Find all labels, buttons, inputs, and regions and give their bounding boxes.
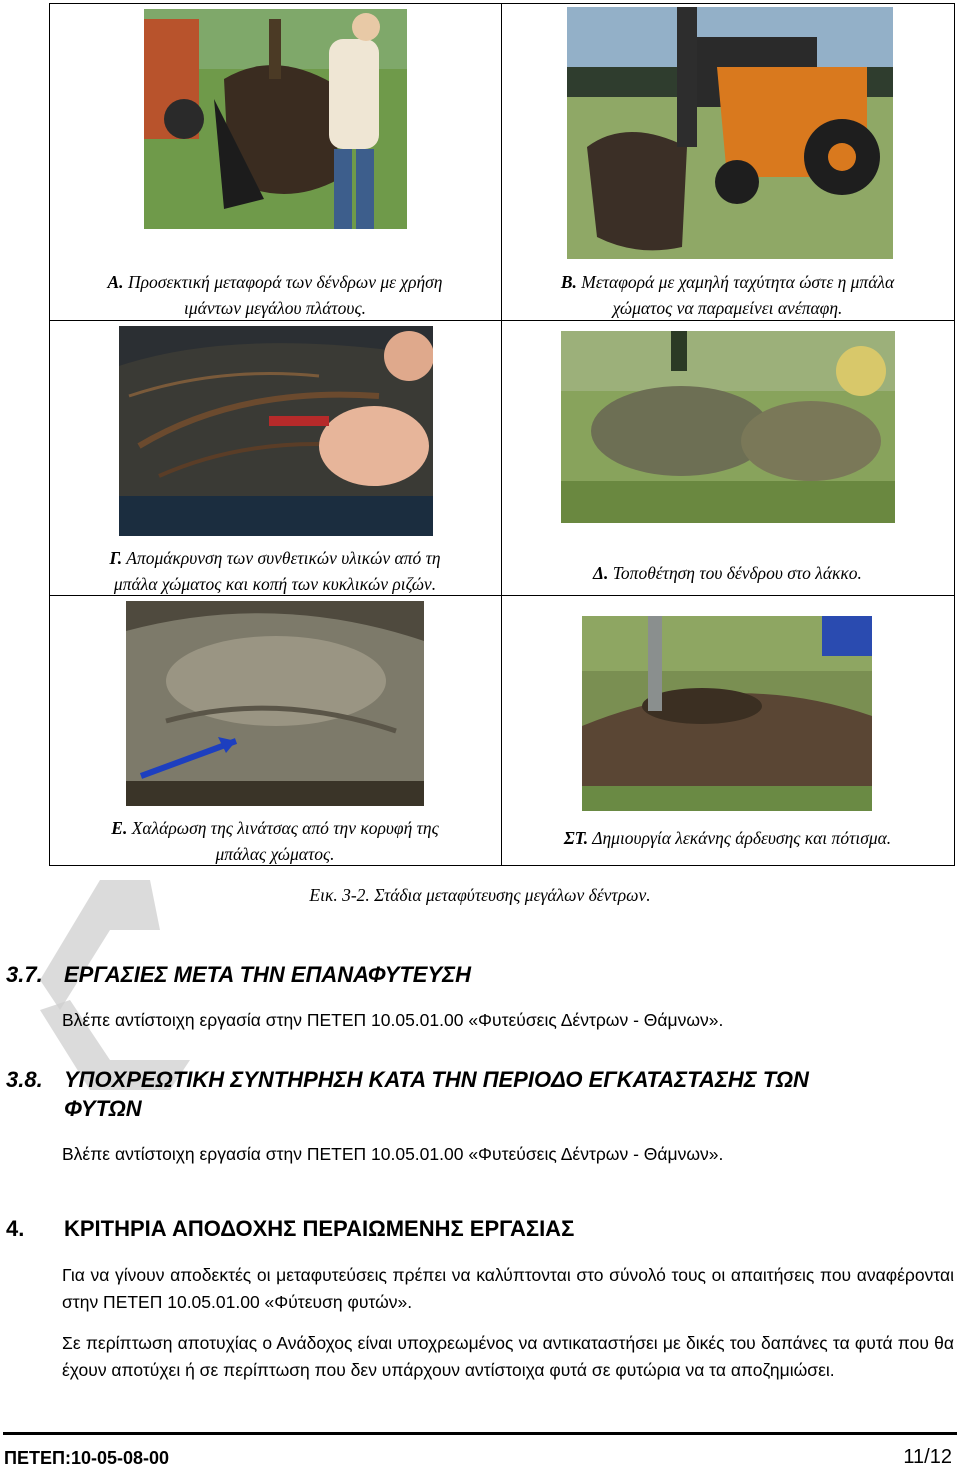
section-4	[6, 1214, 950, 1243]
caption-text: Δημιουργία λεκάνης άρδευσης και πότισμα.	[592, 828, 892, 848]
photo-root-cutting	[119, 326, 433, 536]
photo-burlap-loosening	[126, 601, 424, 806]
caption-text: Μεταφορά με χαμηλή ταχύτητα ώστε η μπάλα	[581, 272, 895, 292]
photo-tree-placement	[561, 331, 895, 523]
section-body: Βλέπε αντίστοιχη εργασία στην ΠΕΤΕΠ 10.05.01.00 «Φυτεύσεις Δέντρων - Θάμνων».	[62, 1010, 724, 1030]
section-title: ΚΡΙΤΗΡΙΑ ΑΠΟΔΟΧΗΣ ΠΕΡΑΙΩΜΕΝΗΣ ΕΡΓΑΣΙΑΣ	[64, 1216, 575, 1241]
caption-text: Προσεκτική μεταφορά των δένδρων με χρήση	[127, 272, 443, 292]
caption-text: Τοποθέτηση του δένδρου στο λάκκο.	[612, 563, 862, 583]
section-title: ΕΡΓΑΣΙΕΣ ΜΕΤΑ ΤΗΝ ΕΠΑΝΑΦΥΤΕΥΣΗ	[64, 962, 472, 987]
caption-label: Γ.	[109, 548, 123, 568]
section-title: ΥΠΟΧΡΕΩΤΙΚΗ ΣΥΝΤΗΡΗΣΗ ΚΑΤΑ ΤΗΝ ΠΕΡΙΟΔΟ ΕΓΚΑΤΑΣΤΑΣΗΣ ΤΩΝ	[64, 1067, 809, 1092]
section-heading	[6, 960, 950, 989]
section-number: 3.8.	[6, 1067, 43, 1092]
caption-label: Ε.	[111, 818, 128, 838]
caption-text: ιμάντων μεγάλου πλάτους.	[184, 298, 366, 318]
caption-label: Δ.	[593, 563, 609, 583]
caption-text: Απομάκρυνση των συνθετικών υλικών από τη	[126, 548, 441, 568]
caption-label: Β.	[560, 272, 577, 292]
caption-text: Χαλάρωση της λινάτσας από την κορυφή της	[131, 818, 439, 838]
caption-panel-e	[49, 815, 501, 867]
photo-tractor-transport	[567, 7, 893, 259]
caption-text: χώματος να παραμείνει ανέπαφη.	[612, 298, 843, 318]
caption-panel-a	[49, 269, 501, 321]
caption-text: μπάλα χώματος και κοπή των κυκλικών ριζών.	[113, 574, 437, 594]
paragraph-failure: Σε περίπτωση αποτυχίας ο Ανάδοχος είναι υποχρεωμένος να αντικαταστήσει με δικές του δαπάνες τα φυτά που θα έχουν αποτύχει ή σε περίπτωση που δεν υπάρχουν αντίστοιχα φυτά σε φυτώρια να τα αποζημιώσει.	[62, 1333, 954, 1380]
photo-irrigation-basin	[582, 616, 872, 811]
paragraph-acceptance: Για να γίνουν αποδεκτές οι μεταφυτεύσεις πρέπει να καλύπτονται στο σύνολό τους οι απαιτήσεις που αναφέρονται στην ΠΕΤΕΠ 10.05.01.00 «Φύτευση φυτών».	[62, 1265, 954, 1312]
footer-doc-code: ΠΕΤΕΠ:10-05-08-00	[4, 1448, 170, 1468]
photo-tree-transport-straps	[144, 9, 407, 229]
caption-label: Α.	[107, 272, 124, 292]
section-3-8	[6, 1065, 950, 1167]
caption-panel-f	[501, 825, 954, 851]
figure-grid	[49, 3, 955, 865]
page-number: 11/12	[903, 1446, 952, 1468]
caption-panel-d	[501, 560, 954, 586]
section-heading	[6, 1214, 950, 1243]
caption-panel-b	[501, 269, 954, 321]
section-body: Βλέπε αντίστοιχη εργασία στην ΠΕΤΕΠ 10.05.01.00 «Φυτεύσεις Δέντρων - Θάμνων».	[62, 1144, 724, 1164]
section-3-7	[6, 960, 950, 1033]
section-heading	[6, 1065, 950, 1123]
caption-text: μπάλας χώματος.	[215, 844, 335, 864]
footer-rule	[3, 1432, 957, 1435]
section-number: 4.	[6, 1216, 25, 1241]
caption-panel-c	[49, 545, 501, 597]
section-title: ΦΥΤΩΝ	[64, 1096, 142, 1121]
figure-caption: Εικ. 3-2. Στάδια μεταφύτευσης μεγάλων δέντρων.	[309, 885, 651, 905]
section-number: 3.7.	[6, 962, 43, 987]
caption-label: ΣΤ.	[563, 828, 589, 848]
